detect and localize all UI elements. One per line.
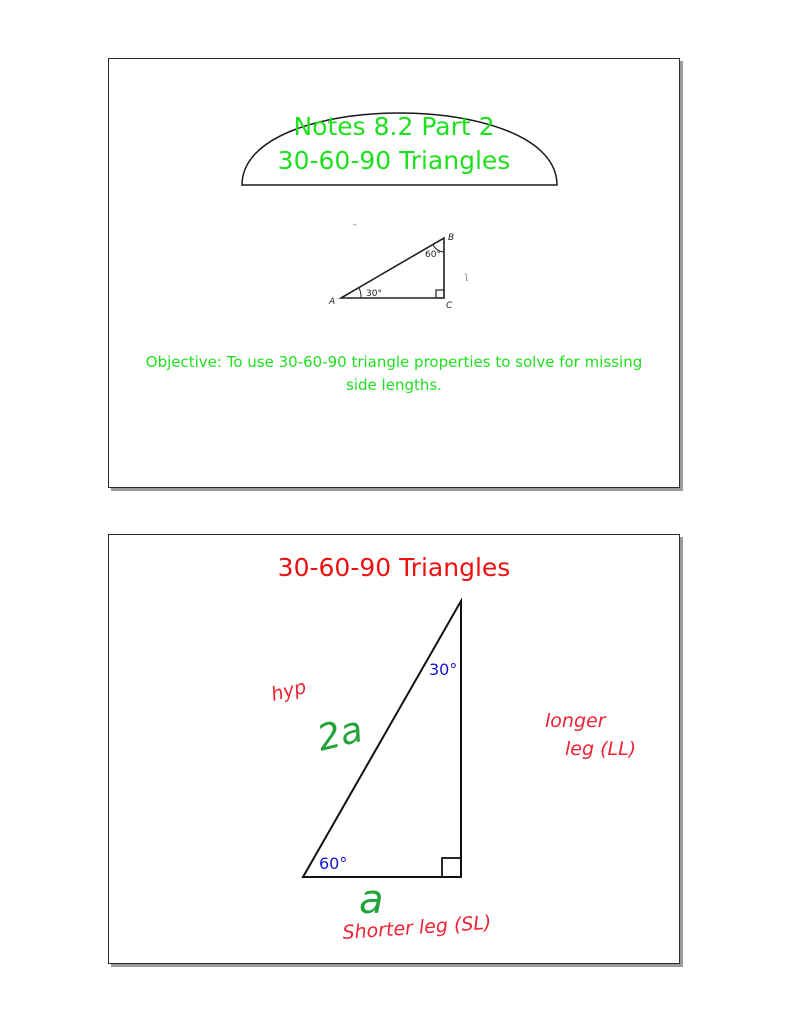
longer-leg-line-2: leg (LL) <box>565 738 637 760</box>
slide-1-title-line-1: Notes 8.2 Part 2 <box>293 112 495 141</box>
slide-1-title-line-2: 30-60-90 Triangles <box>277 146 511 175</box>
slide-2 <box>108 534 680 964</box>
right-angle-marker <box>442 858 461 877</box>
hyp-label: hyp <box>268 675 309 706</box>
angle-b-label: 60° <box>425 250 441 260</box>
triangle-abc <box>341 238 444 298</box>
angle-30-label: 30° <box>429 660 458 679</box>
vertex-b-label: B <box>448 233 455 243</box>
longer-leg-line-1: longer <box>545 710 606 732</box>
angle-a-label: 30° <box>366 289 382 299</box>
slide-1 <box>108 58 680 488</box>
hyp-value: 2a <box>313 709 367 760</box>
objective-text: Objective: To use 30-60-90 triangle properties to solve for missing side lengths. <box>145 353 643 394</box>
short-leg-value: a <box>359 877 384 923</box>
short-leg-label: Shorter leg (SL) <box>341 911 493 944</box>
triangle-diagram <box>109 535 681 965</box>
triangle-figure <box>309 219 489 319</box>
vertex-c-label: C <box>446 301 453 311</box>
angle-60-label: 60° <box>319 854 348 873</box>
svg-text:ᵕ: ᵕ <box>353 221 358 232</box>
slide-2-title: 30-60-90 Triangles <box>277 553 511 582</box>
right-angle-marker <box>436 290 444 298</box>
svg-text:ʅ: ʅ <box>464 271 469 282</box>
vertex-a-label: A <box>329 297 336 307</box>
